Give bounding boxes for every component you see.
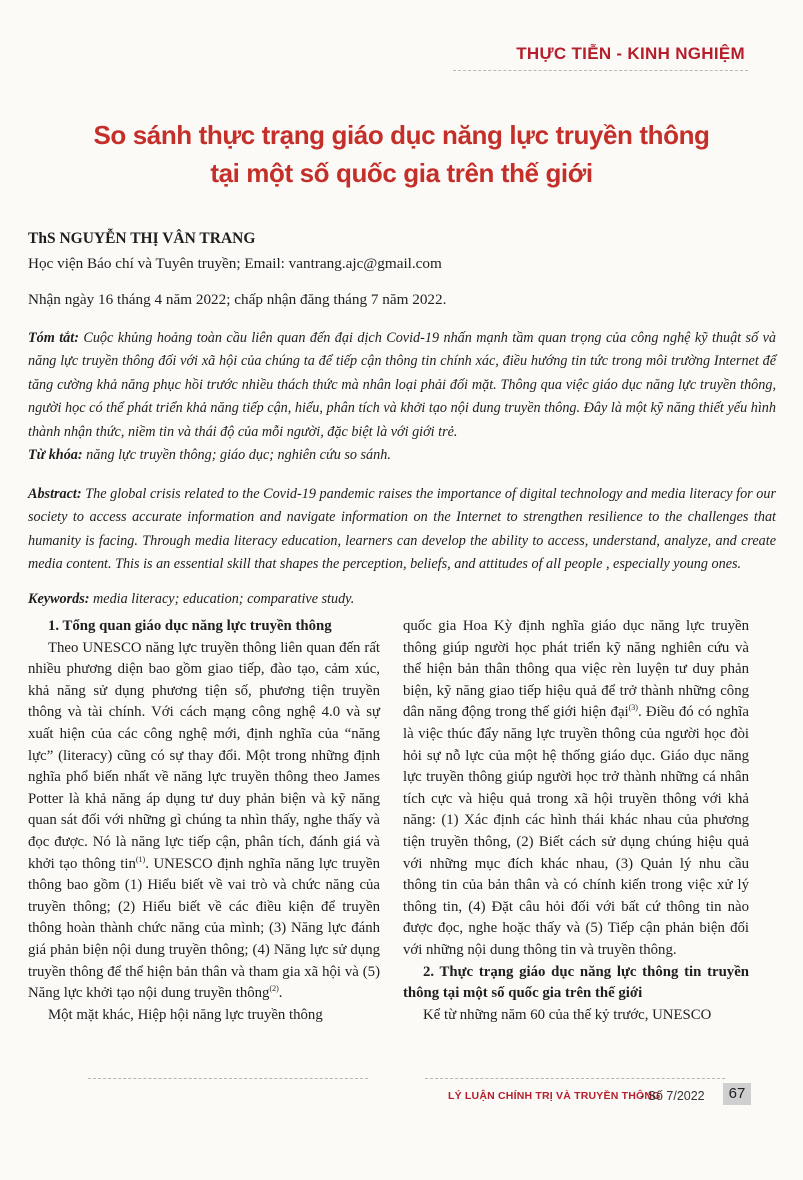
section-1-heading: 1. Tổng quan giáo dục năng lực truyền thông — [48, 618, 332, 634]
paragraph-2b-text: quốc gia Hoa Kỳ định nghĩa giáo dục năng lực truyền thông giúp người học phát triển kỹ năng nghiên cứu và thể hiện bản thân thông qua việc rèn luyện tư duy phản biện, kỹ năng giao tiếp hiệu quả để trở thành những công dân năng động trong thế giới hiện đại — [403, 618, 749, 721]
title-line-2: tại một số quốc gia trên thế giới — [210, 158, 593, 188]
page-number: 67 — [723, 1083, 751, 1105]
section-2-heading: 2. Thực trạng giáo dục năng lực thông tin truyền thông tại một số quốc gia trên thế giới — [403, 963, 749, 1002]
abstract-en — [28, 483, 776, 577]
footer-rule-right — [425, 1078, 725, 1079]
reference-1: (1) — [135, 854, 146, 864]
author-name: ThS NGUYỄN THỊ VÂN TRANG — [28, 230, 256, 247]
header-rule — [453, 70, 748, 71]
paragraph-2c-text: . Điều đó có nghĩa là việc thúc đẩy năng lực truyền thông của người học đòi hỏi sự nỗ lực của một hệ thống giáo dục. Giáo dục năng lực truyền thông giúp người học trở thành những cá nhân tích cực và hiệu quả trong xã hội truyền thông với khả năng: (1) Xác định các hình thái khác nhau của phương tiện truyền thông, (2) Biết cách sử dụng chúng hiệu quả với những mục đích khác nhau, (3) Quản lý nhu cầu thông tin của bản thân và có chính kiến trong việc xử lý thông tin, (4) Đặt câu hỏi đối với bất cứ thông tin nào được đọc, nghe hoặc thấy và (5) Tiếp cận phản biện đối với những nội dung thông tin và truyền thông. — [403, 704, 749, 958]
paragraph-2: Một mặt khác, Hiệp hội năng lực truyền thông — [48, 1006, 323, 1023]
paragraph-3: Kể từ những năm 60 của thế kỷ trước, UNESCO — [423, 1006, 712, 1023]
paragraph-1c-text: . — [278, 985, 283, 1002]
summary-label: Tóm tắt: — [28, 330, 79, 346]
paragraph-1-text: Theo UNESCO năng lực truyền thông liên quan đến rất nhiều phương diện bao gồm giao tiếp, đào tạo, cảm xúc, khả năng sử dụng phương tiện số, phương tiện truyền thông và tài chính. Với cách mạng công nghệ 4.0 và sự xuất hiện của các công nghệ mới, định nghĩa của “năng lực” (literacy) cũng có sự thay đổi. Một trong những định nghĩa phổ biến nhất về năng lực truyền thông theo James Potter là khả năng áp dụng tư duy phản biện và kỹ năng quan sát đối với những gì chúng ta nhìn thấy, nghe thấy và đọc được. Nó là năng lực tiếp cận, phân tích, đánh giá và khởi tạo thông tin — [28, 639, 380, 872]
body-column-left — [28, 616, 380, 1026]
abstract-text: The global crisis related to the Covid-19 pandemic raises the importance of digital technology and media literacy for our society to access accurate information and navigate information on the Internet to strengthen resilience to the challenges that humanity is facing. Through media literacy education, learners can develop the ability to access, understand, analyze, and create media content. This is an essential skill that shapes the perception, beliefs, and attitudes of all people , especially young ones. — [28, 486, 777, 573]
reference-2: (2) — [269, 984, 279, 994]
paragraph-1b-text: . UNESCO định nghĩa năng lực truyền thông bao gồm (1) Hiểu biết về vai trò và chức năng của truyền thông; (2) Hiểu biết về các điều kiện để truyền thông hoàn thành chức năng của mình; (3) Năng lực đánh giá phản biện nội dung truyền thông; (4) Năng lực sử dụng truyền thông để thể hiện bản thân và tham gia xã hội và (5) Năng lực khởi tạo nội dung truyền thông — [28, 855, 380, 1002]
summary-vi — [28, 327, 776, 444]
keywords-vi-text: năng lực truyền thông; giáo dục; nghiên cứu so sánh. — [86, 447, 391, 463]
paragraph-1 — [28, 638, 380, 1005]
summary-text: Cuộc khủng hoảng toàn cầu liên quan đến đại dịch Covid-19 nhấn mạnh tầm quan trọng của công nghệ kỹ thuật số và năng lực truyền thông đối với xã hội của chúng ta để tiếp cận thông tin chính xác, điều hướng tin tức trong môi trường Internet để tăng cường khả năng phục hồi trước nhiều thách thức mà nhân loại phải đối mặt. Thông qua việc giáo dục năng lực truyền thông, người học có thể phát triển khả năng tiếp cận, hiểu, phân tích và khởi tạo nội dung truyền thông. Đây là một kỹ năng thiết yếu hình thành nhận thức, niềm tin và thái độ của mỗi người, đặc biệt là với giới trẻ. — [28, 330, 776, 440]
body-column-right — [403, 616, 749, 1026]
received-date: Nhận ngày 16 tháng 4 năm 2022; chấp nhận đăng tháng 7 năm 2022. — [28, 291, 447, 308]
title-line-1: So sánh thực trạng giáo dục năng lực truyền thông — [93, 120, 710, 150]
keywords-vi-label: Từ khóa: — [28, 447, 83, 463]
keywords-en — [28, 588, 776, 611]
journal-name: LÝ LUẬN CHÍNH TRỊ VÀ TRUYỀN THÔNG — [448, 1090, 661, 1102]
keywords-en-text: media literacy; education; comparative study. — [93, 591, 355, 607]
article-title — [60, 116, 743, 192]
footer-rule-left — [88, 1078, 368, 1079]
paragraph-2-continued — [403, 616, 749, 962]
issue-number: - Số 7/2022 — [640, 1089, 705, 1103]
keywords-vi — [28, 444, 776, 467]
section-tag: THỰC TIỄN - KINH NGHIỆM — [516, 44, 745, 63]
abstract-label: Abstract: — [28, 486, 82, 502]
keywords-en-label: Keywords: — [28, 591, 90, 607]
reference-3: (3) — [628, 703, 638, 713]
author-affiliation: Học viện Báo chí và Tuyên truyền; Email: vantrang.ajc@gmail.com — [28, 255, 442, 272]
